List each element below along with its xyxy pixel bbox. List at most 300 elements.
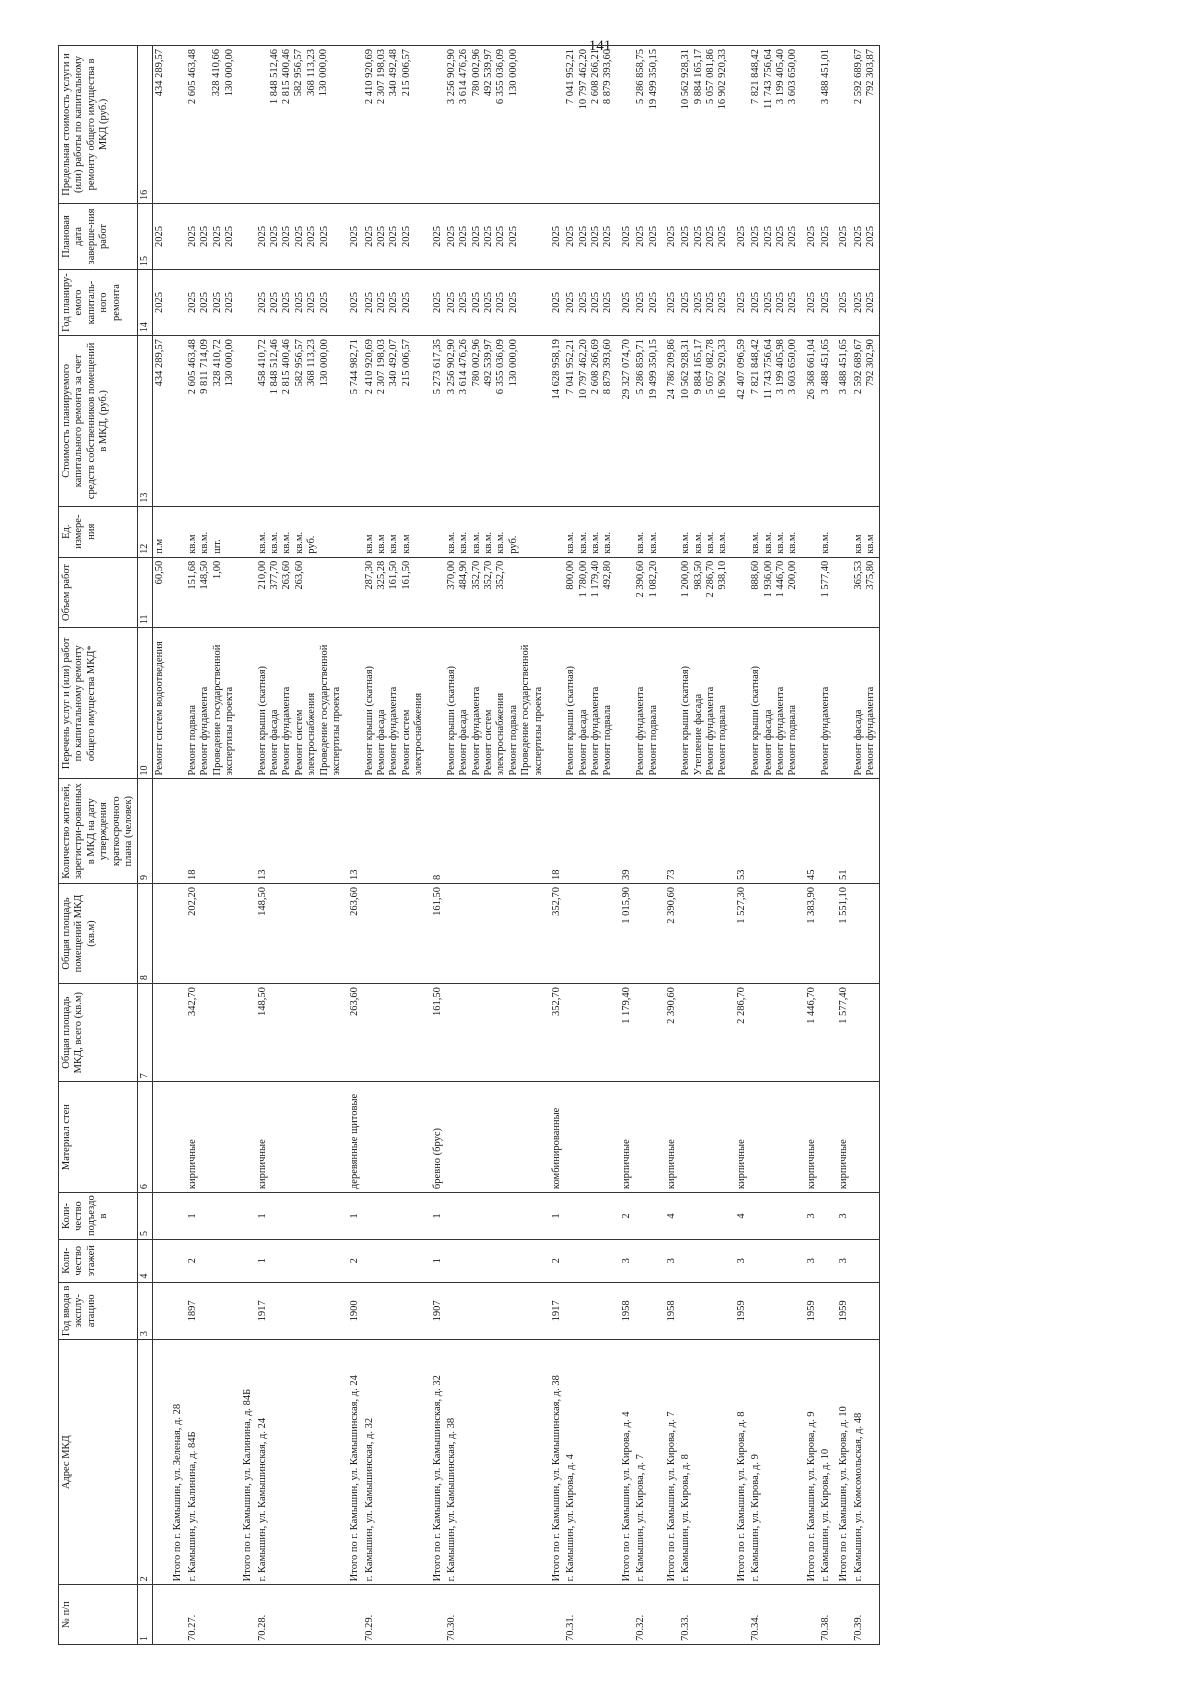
work-item: Ремонт крыши (скатная) xyxy=(256,665,268,776)
repair-year: 2025 xyxy=(318,292,330,314)
row-number: 70.39. xyxy=(852,1585,879,1645)
completion-date: 2025 xyxy=(692,225,704,247)
work-volume: 1 200,00 xyxy=(680,560,692,598)
work-item: Ремонт фундамента xyxy=(774,686,786,776)
completion-date-cell xyxy=(852,203,879,269)
unit-cell xyxy=(833,506,851,557)
premises-area: 1 383,90 xyxy=(801,883,819,983)
cost-limit: 130 000,00 xyxy=(223,49,235,97)
completion-date: 2025 xyxy=(431,225,443,247)
floors-count: 2 xyxy=(344,1239,362,1282)
work-item-cell xyxy=(679,628,731,779)
planned-cost: 3 614 476,26 xyxy=(458,339,470,395)
completion-date: 2025 xyxy=(550,225,562,247)
cost-limit: 2 592 689,67 xyxy=(852,49,864,105)
work-volume: 2 286,70 xyxy=(705,560,717,598)
repair-year: 2025 xyxy=(762,292,774,314)
completion-date: 2025 xyxy=(363,225,375,247)
cost-limit-cell xyxy=(427,46,445,204)
planned-cost: 130 000,00 xyxy=(318,339,330,387)
work-item-cell xyxy=(237,628,255,779)
entrances-count xyxy=(167,1193,185,1240)
cost-limit xyxy=(199,49,211,200)
table-row xyxy=(256,46,345,1645)
completion-date: 2025 xyxy=(735,225,747,247)
repair-year: 2025 xyxy=(665,292,677,314)
planned-cost: 2 815 400,46 xyxy=(281,339,293,395)
entrances-count xyxy=(363,1193,427,1240)
work-item-cell xyxy=(167,628,185,779)
work-volume: 1 780,00 xyxy=(577,560,589,598)
work-volume-cell xyxy=(634,557,661,627)
year-built: 1959 xyxy=(731,1282,749,1340)
repair-plan-table-sheet xyxy=(58,45,1168,1645)
entrances-count xyxy=(819,1193,833,1240)
work-volume: 352,70 xyxy=(470,560,482,590)
completion-date-cell xyxy=(153,203,168,269)
repair-year: 2025 xyxy=(470,292,482,314)
completion-date-cell xyxy=(833,203,851,269)
table-row xyxy=(679,46,731,1645)
total-area: 1 446,70 xyxy=(801,984,819,1082)
residents-count xyxy=(679,779,731,883)
column-header-15: Плановая дата заверше-ния работ xyxy=(59,203,138,269)
repair-year: 2025 xyxy=(692,292,704,314)
unit: кв.м. xyxy=(602,531,614,554)
repair-year: 2025 xyxy=(458,292,470,314)
cost-limit: 130 000,00 xyxy=(318,49,330,97)
repair-year: 2025 xyxy=(269,292,281,314)
repair-year-cell xyxy=(749,270,801,336)
unit: кв.м. xyxy=(774,531,786,554)
planned-cost: 7 041 952,21 xyxy=(565,339,577,395)
wall-material: бревно (брус) xyxy=(427,1082,445,1193)
floors-count xyxy=(167,1239,185,1282)
row-number: 70.30. xyxy=(445,1585,546,1645)
work-item-cell xyxy=(819,628,833,779)
floors-count: 3 xyxy=(801,1239,819,1282)
wall-material xyxy=(153,1082,168,1193)
premises-area xyxy=(852,883,879,983)
completion-date: 2025 xyxy=(762,225,774,247)
completion-date-cell xyxy=(546,203,564,269)
cost-limit-cell xyxy=(801,46,819,204)
cost-limit: 3 199 405,40 xyxy=(774,49,786,105)
repair-year: 2025 xyxy=(223,292,235,314)
row-number: 70.32. xyxy=(634,1585,661,1645)
work-volume-cell xyxy=(546,557,564,627)
unit: кв.м. xyxy=(692,531,704,554)
work-item: Ремонт подвала xyxy=(507,705,519,776)
floors-count xyxy=(819,1239,833,1282)
residents-count: 45 xyxy=(801,779,819,883)
repair-year-cell xyxy=(634,270,661,336)
table-header xyxy=(59,46,153,1645)
row-number: 70.29. xyxy=(363,1585,427,1645)
planned-cost: 215 006,57 xyxy=(400,339,412,387)
column-number-6: 6 xyxy=(138,1082,153,1193)
row-number: 70.38. xyxy=(819,1585,833,1645)
premises-area: 202,20 xyxy=(186,883,238,983)
cost-limit: 215 006,57 xyxy=(400,49,412,97)
planned-cost: 582 956,57 xyxy=(293,339,305,387)
unit: кв.м xyxy=(186,534,198,554)
completion-date-cell xyxy=(237,203,255,269)
completion-date: 2025 xyxy=(647,225,659,247)
work-item: Ремонт фундамента xyxy=(281,686,293,776)
work-volume-cell xyxy=(679,557,731,627)
work-volume-cell xyxy=(344,557,362,627)
work-volume-cell xyxy=(186,557,238,627)
planned-cost: 5 273 617,35 xyxy=(431,339,443,395)
cost-limit: 5 286 858,75 xyxy=(635,49,647,105)
residents-count xyxy=(167,779,185,883)
repair-year: 2025 xyxy=(550,292,562,314)
unit-cell xyxy=(153,506,168,557)
address: Итого по г. Камышин, ул. Кирова, д. 4 xyxy=(616,1340,634,1585)
planned-cost-cell xyxy=(256,336,345,507)
planned-cost: 3 256 902,90 xyxy=(445,339,457,395)
premises-area: 263,60 xyxy=(344,883,362,983)
completion-date: 2025 xyxy=(458,225,470,247)
work-item: Ремонт крыши (скатная) xyxy=(680,665,692,776)
work-item-cell xyxy=(801,628,819,779)
premises-area: 352,70 xyxy=(546,883,564,983)
work-item: Проведение государственной экспертизы проекта xyxy=(211,644,235,776)
repair-year-cell xyxy=(363,270,427,336)
unit-cell xyxy=(167,506,185,557)
address: г. Камышин, ул. Кирова, д. 9 xyxy=(749,1340,801,1585)
work-item-cell xyxy=(427,628,445,779)
completion-date: 2025 xyxy=(680,225,692,247)
work-volume-cell xyxy=(852,557,879,627)
planned-cost: 19 499 350,15 xyxy=(647,339,659,400)
premises-area xyxy=(634,883,661,983)
completion-date: 2025 xyxy=(186,225,198,247)
repair-year-cell xyxy=(153,270,168,336)
repair-year-cell xyxy=(344,270,362,336)
work-item: Утепление фасада xyxy=(692,693,704,776)
work-item-cell xyxy=(546,628,564,779)
cost-limit-cell xyxy=(256,46,345,204)
unit: кв.м xyxy=(400,534,412,554)
planned-cost: 792 302,90 xyxy=(865,339,877,387)
work-item: Ремонт фасада xyxy=(269,709,281,776)
work-item: Ремонт систем электроснабжения xyxy=(483,692,507,776)
cost-limit xyxy=(257,49,269,200)
table-row xyxy=(153,46,168,1645)
completion-date: 2025 xyxy=(820,225,832,247)
column-header-4: Коли-чество этажей xyxy=(59,1239,138,1282)
unit-cell xyxy=(749,506,801,557)
unit: руб. xyxy=(507,535,519,554)
repair-year-cell xyxy=(167,270,185,336)
total-area: 352,70 xyxy=(546,984,564,1082)
unit-cell xyxy=(363,506,427,557)
column-number-4: 4 xyxy=(138,1239,153,1282)
planned-cost: 5 286 859,71 xyxy=(635,339,647,395)
residents-count xyxy=(237,779,255,883)
work-volume-cell xyxy=(256,557,345,627)
repair-year: 2025 xyxy=(680,292,692,314)
unit: кв.м. xyxy=(820,531,832,554)
completion-date: 2025 xyxy=(211,225,223,247)
planned-cost: 42 407 096,59 xyxy=(735,339,747,400)
work-item-cell xyxy=(616,628,634,779)
column-header-8: Общая площадь помещений МКД (кв.м) xyxy=(59,883,138,983)
cost-limit: 3 603 650,00 xyxy=(787,49,799,105)
planned-cost: 24 786 209,86 xyxy=(665,339,677,400)
completion-date: 2025 xyxy=(376,225,388,247)
column-header-10: Перечень услуг и (или) работ по капитальному ремонту общего имущества МКД* xyxy=(59,628,138,779)
completion-date-cell xyxy=(186,203,238,269)
row-number xyxy=(167,1585,185,1645)
unit: руб. xyxy=(306,535,318,554)
planned-cost: 5 057 082,78 xyxy=(705,339,717,395)
floors-count: 2 xyxy=(186,1239,238,1282)
unit-cell xyxy=(661,506,679,557)
completion-date: 2025 xyxy=(665,225,677,247)
total-area: 1 577,40 xyxy=(833,984,851,1082)
repair-year: 2025 xyxy=(349,292,361,314)
completion-date-cell xyxy=(679,203,731,269)
completion-date-cell xyxy=(801,203,819,269)
work-item: Ремонт подвала xyxy=(647,705,659,776)
total-area: 161,50 xyxy=(427,984,445,1082)
repair-year: 2025 xyxy=(577,292,589,314)
cost-limit: 7 041 952,21 xyxy=(565,49,577,105)
repair-year: 2025 xyxy=(865,292,877,314)
planned-cost: 26 368 661,04 xyxy=(805,339,817,400)
repair-year: 2025 xyxy=(602,292,614,314)
premises-area: 1 527,30 xyxy=(731,883,749,983)
unit: кв.м xyxy=(865,534,877,554)
address: г. Камышин, ул. Камышинская, д. 32 xyxy=(363,1340,427,1585)
work-item: Ремонт фасада xyxy=(762,709,774,776)
repair-year: 2025 xyxy=(750,292,762,314)
entrances-count xyxy=(237,1193,255,1240)
repair-year: 2025 xyxy=(705,292,717,314)
entrances-count: 3 xyxy=(801,1193,819,1240)
column-number-5: 5 xyxy=(138,1193,153,1240)
work-volume: 983,50 xyxy=(692,560,704,590)
work-item: Ремонт фасада xyxy=(577,709,589,776)
table-row xyxy=(363,46,427,1645)
completion-date: 2025 xyxy=(470,225,482,247)
cost-limit: 19 499 350,15 xyxy=(647,49,659,110)
total-area: 342,70 xyxy=(186,984,238,1082)
column-number-7: 7 xyxy=(138,984,153,1082)
work-item-cell xyxy=(852,628,879,779)
entrances-count: 3 xyxy=(833,1193,851,1240)
work-item: Ремонт подвала xyxy=(787,705,799,776)
repair-year: 2025 xyxy=(211,292,223,314)
unit-cell xyxy=(634,506,661,557)
work-volume: 888,60 xyxy=(750,560,762,590)
work-item: Ремонт фундамента xyxy=(388,686,400,776)
residents-count xyxy=(564,779,616,883)
work-item: Проведение государственной экспертизы проекта xyxy=(520,644,544,776)
floors-count: 3 xyxy=(616,1239,634,1282)
column-number-1: 1 xyxy=(138,1585,153,1645)
planned-cost-cell xyxy=(237,336,255,507)
cost-limit-cell xyxy=(833,46,851,204)
unit: кв.м. xyxy=(256,531,268,554)
work-volume: 1 936,00 xyxy=(762,560,774,598)
total-area xyxy=(167,984,185,1082)
planned-cost-cell xyxy=(546,336,564,507)
work-volume-cell xyxy=(167,557,185,627)
completion-date: 2025 xyxy=(590,225,602,247)
cost-limit: 792 303,87 xyxy=(865,49,877,97)
repair-year: 2025 xyxy=(805,292,817,314)
repair-year: 2025 xyxy=(199,292,211,314)
work-item-cell xyxy=(344,628,362,779)
entrances-count xyxy=(153,1193,168,1240)
planned-cost: 29 327 074,70 xyxy=(620,339,632,400)
planned-cost: 11 743 756,64 xyxy=(762,339,774,400)
planned-cost: 14 628 958,19 xyxy=(550,339,562,400)
work-volume: 370,00 xyxy=(445,560,457,590)
work-item: Ремонт систем электроснабжения xyxy=(293,692,318,776)
planned-cost: 16 902 920,33 xyxy=(717,339,729,400)
completion-date: 2025 xyxy=(838,225,850,247)
work-volume-cell xyxy=(564,557,616,627)
work-volume: 365,53 xyxy=(852,560,864,590)
cost-limit: 8 879 393,60 xyxy=(602,49,614,105)
entrances-count: 1 xyxy=(427,1193,445,1240)
work-volume: 263,60 xyxy=(281,560,293,590)
repair-year: 2025 xyxy=(735,292,747,314)
wall-material: кирпичные xyxy=(661,1082,679,1193)
cost-limit-cell xyxy=(237,46,255,204)
total-area: 148,50 xyxy=(256,984,345,1082)
repair-year: 2025 xyxy=(774,292,786,314)
planned-cost-cell xyxy=(445,336,546,507)
planned-cost: 2 307 198,03 xyxy=(376,339,388,395)
work-volume-cell xyxy=(427,557,445,627)
unit: кв.м. xyxy=(787,531,799,554)
column-header-12: Ед. измере-ния xyxy=(59,506,138,557)
repair-year: 2025 xyxy=(647,292,659,314)
planned-cost-cell xyxy=(679,336,731,507)
total-area xyxy=(852,984,879,1082)
residents-count xyxy=(749,779,801,883)
column-header-16: Предельная стоимость услуги и (или) работы по капитальному ремонту общего имущества в МКД (руб.) xyxy=(59,46,138,204)
cost-limit-cell xyxy=(852,46,879,204)
unit: кв.м. xyxy=(199,531,211,554)
repair-year: 2025 xyxy=(820,292,832,314)
planned-cost: 2 410 920,69 xyxy=(363,339,375,395)
row-number xyxy=(731,1585,749,1645)
repair-year: 2025 xyxy=(717,292,729,314)
cost-limit-cell xyxy=(344,46,362,204)
work-item: Ремонт фасада xyxy=(852,709,864,776)
planned-cost-cell xyxy=(833,336,851,507)
cost-limit: 3 614 476,26 xyxy=(458,49,470,105)
total-area xyxy=(564,984,616,1082)
work-item: Ремонт крыши (скатная) xyxy=(363,665,375,776)
year-built: 1897 xyxy=(186,1282,238,1340)
completion-date: 2025 xyxy=(483,225,495,247)
planned-cost: 10 797 462,20 xyxy=(577,339,589,400)
completion-date: 2025 xyxy=(281,225,293,247)
planned-cost: 492 539,97 xyxy=(483,339,495,387)
work-item-cell xyxy=(363,628,427,779)
total-area xyxy=(153,984,168,1082)
wall-material xyxy=(363,1082,427,1193)
work-volume-cell xyxy=(749,557,801,627)
unit-cell xyxy=(186,506,238,557)
unit: кв.м. xyxy=(445,531,457,554)
cost-limit: 11 743 756,64 xyxy=(762,49,774,109)
address: Итого по г. Камышин, ул. Камышинская, д. 32 xyxy=(427,1340,445,1585)
planned-cost-cell xyxy=(634,336,661,507)
column-header-7: Общая площадь МКД, всего (кв.м) xyxy=(59,984,138,1082)
total-row xyxy=(731,46,749,1645)
completion-date: 2025 xyxy=(805,225,817,247)
year-built: 1958 xyxy=(661,1282,679,1340)
completion-date: 2025 xyxy=(199,225,211,247)
entrances-count: 2 xyxy=(616,1193,634,1240)
residents-count: 13 xyxy=(256,779,345,883)
unit-cell xyxy=(237,506,255,557)
unit-cell xyxy=(819,506,833,557)
premises-area: 1 551,10 xyxy=(833,883,851,983)
unit-cell xyxy=(445,506,546,557)
completion-date-cell xyxy=(427,203,445,269)
repair-year-cell xyxy=(616,270,634,336)
completion-date-cell xyxy=(256,203,345,269)
unit: кв.м. xyxy=(762,531,774,554)
cost-limit-cell xyxy=(749,46,801,204)
residents-count xyxy=(852,779,879,883)
address xyxy=(153,1340,168,1585)
address: Итого по г. Камышин, ул. Камышинская, д. 24 xyxy=(344,1340,362,1585)
unit: кв.м. xyxy=(590,531,602,554)
premises-area: 161,50 xyxy=(427,883,445,983)
planned-cost: 458 410,72 xyxy=(256,339,268,387)
work-volume: 151,68 xyxy=(186,560,198,590)
planned-cost: 434 289,57 xyxy=(154,339,166,387)
column-header-5: Коли-чество подъездо в xyxy=(59,1193,138,1240)
planned-cost-cell xyxy=(749,336,801,507)
work-item-cell xyxy=(564,628,616,779)
address: Итого по г. Камышин, ул. Кирова, д. 7 xyxy=(661,1340,679,1585)
completion-date: 2025 xyxy=(507,225,519,247)
work-volume-cell xyxy=(819,557,833,627)
wall-material xyxy=(634,1082,661,1193)
work-volume: 800,00 xyxy=(565,560,577,590)
residents-count xyxy=(819,779,833,883)
repair-year: 2025 xyxy=(388,292,400,314)
cost-limit: 5 057 081,86 xyxy=(705,49,717,105)
address: Итого по г. Камышин, ул. Калинина, д. 84Б xyxy=(237,1340,255,1585)
work-item: Ремонт фундамента xyxy=(199,686,211,776)
work-volume: 1 446,70 xyxy=(774,560,786,598)
work-item: Проведение государственной экспертизы проекта xyxy=(318,644,342,776)
entrances-count xyxy=(564,1193,616,1240)
planned-cost: 6 355 036,09 xyxy=(495,339,507,395)
repair-year: 2025 xyxy=(400,292,412,314)
repair-year-cell xyxy=(564,270,616,336)
repair-year: 2025 xyxy=(635,292,647,314)
work-item-cell xyxy=(731,628,749,779)
unit: кв.м. xyxy=(577,531,589,554)
year-built xyxy=(445,1282,546,1340)
completion-date: 2025 xyxy=(705,225,717,247)
completion-date: 2025 xyxy=(400,225,412,247)
